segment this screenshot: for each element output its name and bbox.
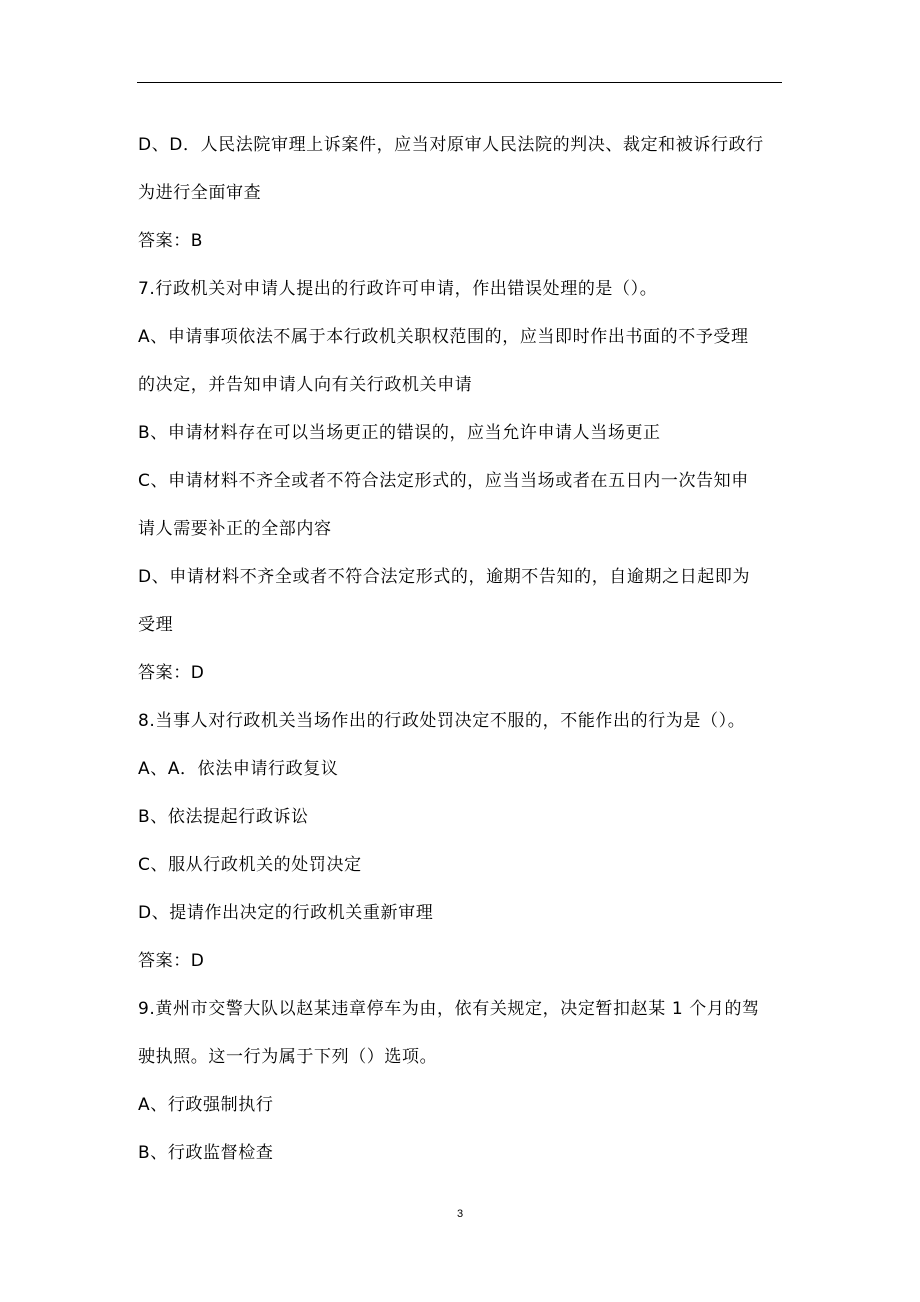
q9-option-b: B、行政监督检查 xyxy=(138,1143,274,1163)
q7-question: 7.行政机关对申请人提出的行政许可申请，作出错误处理的是（）。 xyxy=(138,279,658,299)
q7-option-c-line2: 请人需要补正的全部内容 xyxy=(138,519,332,539)
header-rule xyxy=(137,82,782,83)
q7-option-a-line2: 的决定，并告知申请人向有关行政机关申请 xyxy=(138,375,473,395)
q9-option-a: A、行政强制执行 xyxy=(138,1095,274,1115)
q8-option-d: D、提请作出决定的行政机关重新审理 xyxy=(138,903,434,923)
q8-option-b: B、依法提起行政诉讼 xyxy=(138,807,309,827)
q6-option-d-line1: D、D．人民法院审理上诉案件，应当对原审人民法院的判决、裁定和被诉行政行 xyxy=(138,135,764,155)
q6-option-d-line2: 为进行全面审查 xyxy=(138,183,262,203)
q8-option-c: C、服从行政机关的处罚决定 xyxy=(138,855,362,875)
document-body xyxy=(138,121,786,1177)
q7-option-a-line1: A、申请事项依法不属于本行政机关职权范围的，应当即时作出书面的不予受理 xyxy=(138,327,749,347)
q7-option-b: B、申请材料存在可以当场更正的错误的，应当允许申请人当场更正 xyxy=(138,423,661,443)
q9-question-line1: 9.黄州市交警大队以赵某违章停车为由，依有关规定，决定暂扣赵某 1 个月的驾 xyxy=(138,999,760,1019)
q7-answer: 答案：D xyxy=(138,663,205,683)
page-number: 3 xyxy=(456,1208,464,1220)
q9-question-line2: 驶执照。这一行为属于下列（）选项。 xyxy=(138,1047,438,1067)
q7-option-d-line2: 受理 xyxy=(138,615,174,635)
q8-option-a: A、A．依法申请行政复议 xyxy=(138,759,339,779)
q6-answer: 答案：B xyxy=(138,231,204,251)
q7-option-d-line1: D、申请材料不齐全或者不符合法定形式的，逾期不告知的，自逾期之日起即为 xyxy=(138,567,751,587)
q8-question: 8.当事人对行政机关当场作出的行政处罚决定不服的，不能作出的行为是（）。 xyxy=(138,711,746,731)
q7-option-c-line1: C、申请材料不齐全或者不符合法定形式的，应当当场或者在五日内一次告知申 xyxy=(138,471,749,491)
q8-answer: 答案：D xyxy=(138,951,205,971)
